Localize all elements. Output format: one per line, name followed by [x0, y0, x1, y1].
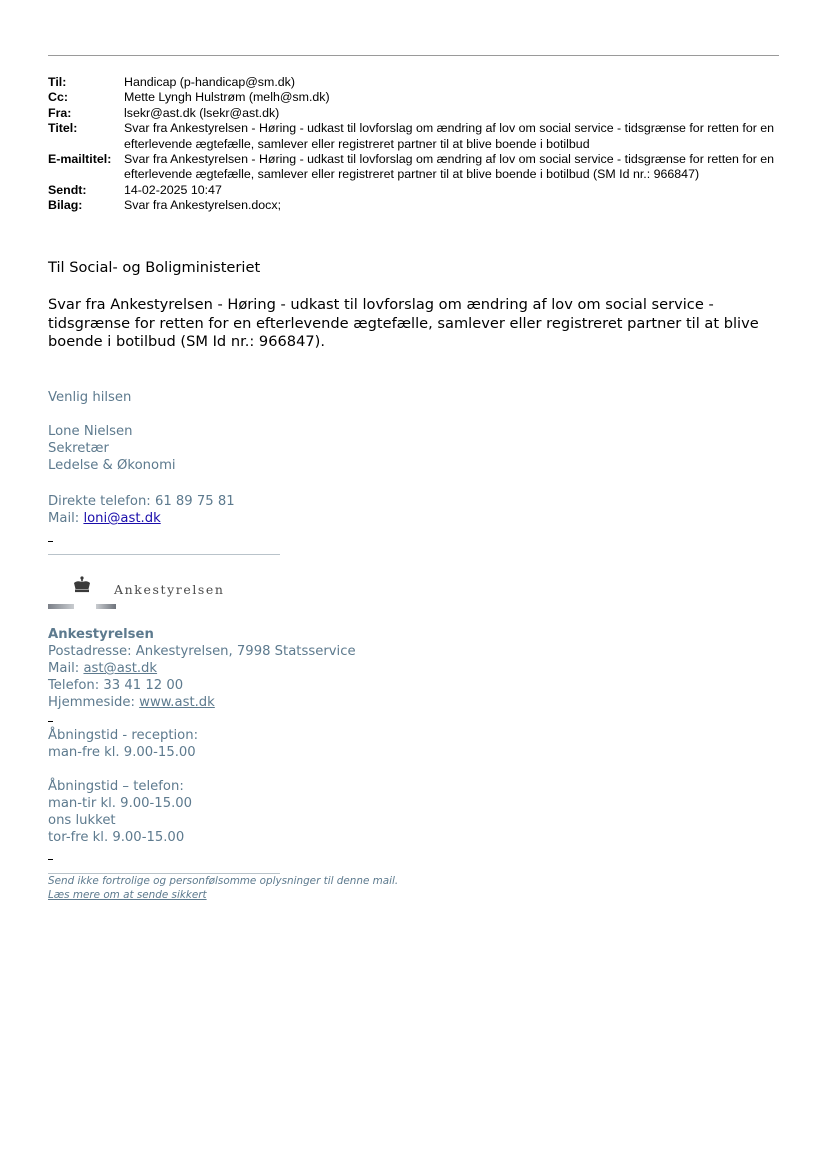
signature-mail-label: Mail: [48, 511, 84, 526]
phone-hours-3: tor-fre kl. 9.00-15.00 [48, 830, 185, 845]
to-value: Handicap (p-handicap@sm.dk) [124, 75, 295, 89]
attachment-value: Svar fra Ankestyrelsen.docx; [124, 198, 282, 213]
logo-bar-right [96, 604, 116, 609]
header-sent-row [48, 183, 779, 198]
disclaimer [48, 875, 398, 902]
logo-bar-left [48, 604, 74, 609]
attachment-label: Bilag: [48, 198, 83, 213]
signature-department: Ledelse & Økonomi [48, 458, 176, 473]
email-header [48, 75, 779, 214]
phone-hours-1: man-tir kl. 9.00-15.00 [48, 796, 193, 811]
reception-hours-title: Åbningstid - reception: [48, 728, 199, 743]
spacer-mark [48, 721, 53, 722]
org-website [48, 694, 215, 711]
signature-mail-link[interactable]: loni@ast.dk [83, 511, 161, 526]
signature-name: Lone Nielsen [48, 424, 133, 439]
title-label: Titel: [48, 121, 78, 136]
org-website-label: Hjemmeside: [48, 695, 140, 710]
closing: Venlig hilsen [48, 390, 132, 405]
greeting: Til Social- og Boligministeriet [48, 259, 261, 276]
header-attachment-row [48, 198, 779, 213]
header-from-row [48, 106, 779, 121]
org-phone: Telefon: 33 41 12 00 [48, 678, 184, 693]
org-address: Postadresse: Ankestyrelsen, 7998 Statsservice [48, 644, 356, 659]
logo-wordmark: Ankestyrelsen [114, 582, 225, 597]
phone-hours-2: ons lukket [48, 813, 116, 828]
org-website-link[interactable]: www.ast.dk [139, 695, 215, 710]
phone-hours-title: Åbningstid – telefon: [48, 779, 184, 794]
email-title-value: Svar fra Ankestyrelsen - Høring - udkast til lovforslag om ændring af lov om social service - tidsgrænse for retten for en efterlevende ægtefælle, samlever eller registreret partner til at blive boende i botilbud (SM Id nr.: 966847) [124, 152, 775, 182]
disclaimer-divider [48, 873, 280, 874]
cc-value: Mette Lyngh Hulstrøm (melh@sm.dk) [124, 90, 330, 105]
spacer-mark [48, 541, 53, 542]
sent-label: Sendt: [48, 182, 87, 197]
header-cc-row [48, 90, 779, 105]
signature-mail [48, 510, 161, 527]
email-title-label: E-mailtitel: [48, 152, 112, 167]
from-label: Fra: [48, 105, 72, 120]
title-value: Svar fra Ankestyrelsen - Høring - udkast til lovforslag om ændring af lov om social service - tidsgrænse for retten for en efterlevende ægtefælle, samlever eller registreret partner til at blive boende i botilbud [124, 121, 775, 151]
spacer-mark [48, 859, 53, 860]
org-mail-link[interactable]: ast@ast.dk [83, 661, 158, 676]
message-body: Svar fra Ankestyrelsen - Høring - udkast til lovforslag om ændring af lov om social service - tidsgrænse for retten for en efterlevende ægtefælle, samlever eller registreret partner til at blive boende i botilbud (SM Id nr.: 966847). [48, 296, 759, 351]
header-title-row [48, 121, 779, 152]
from-value: lsekr@ast.dk (lsekr@ast.dk) [124, 105, 280, 120]
org-mail-label: Mail: [48, 661, 84, 676]
signature-role: Sekretær [48, 441, 109, 456]
cc-label: Cc: [48, 90, 68, 105]
header-to-row [48, 75, 779, 90]
to-label: Til: [48, 75, 67, 89]
org-name: Ankestyrelsen [48, 627, 154, 642]
header-email-title-row [48, 152, 779, 183]
crown-icon [72, 576, 92, 594]
org-mail [48, 660, 157, 677]
sent-value: 14-02-2025 10:47 [124, 182, 222, 197]
reception-hours: man-fre kl. 9.00-15.00 [48, 745, 196, 760]
disclaimer-text: Send ikke fortrolige og personfølsomme oplysninger til denne mail. [48, 875, 399, 887]
signature-divider [48, 554, 280, 555]
signature-phone: Direkte telefon: 61 89 75 81 [48, 494, 235, 509]
disclaimer-link[interactable]: Læs mere om at sende sikkert [48, 888, 207, 901]
top-divider [48, 55, 779, 56]
